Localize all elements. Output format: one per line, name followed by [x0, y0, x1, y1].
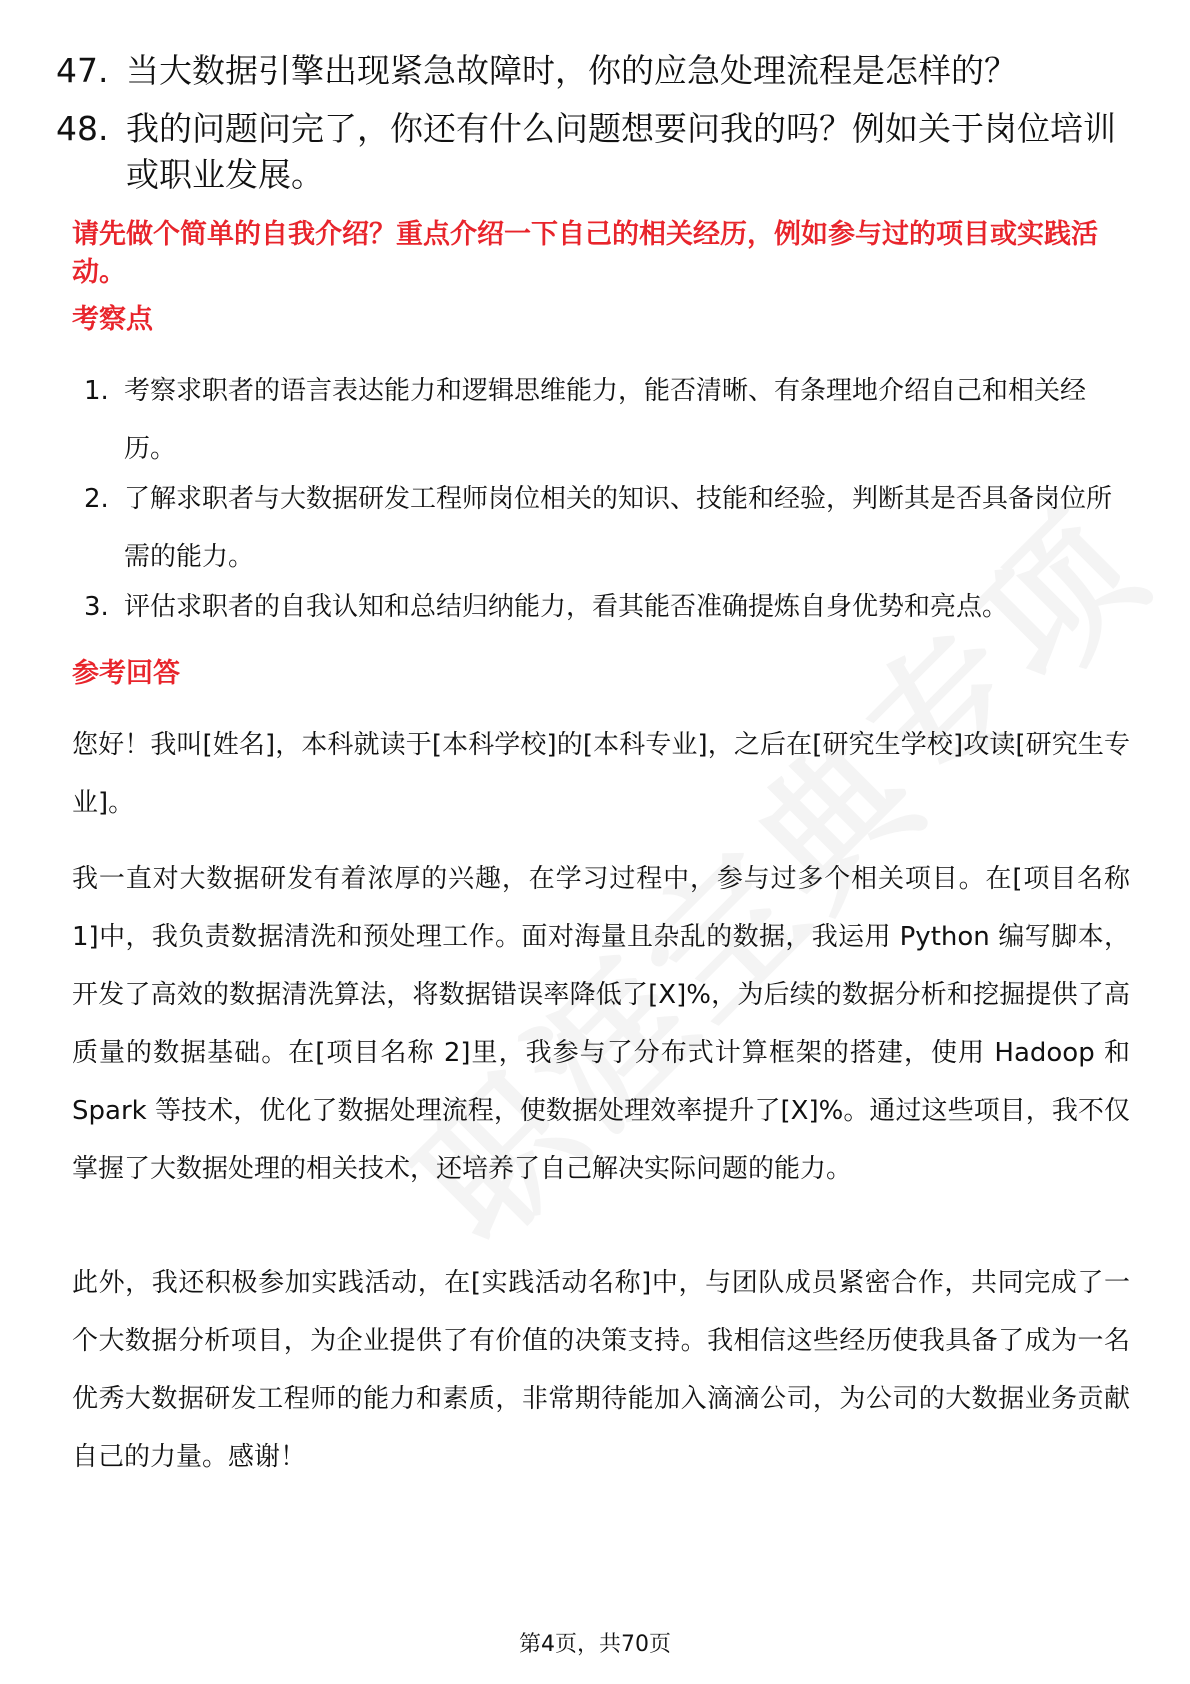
reference-paragraph-2: 我一直对大数据研发有着浓厚的兴趣，在学习过程中，参与过多个相关项目。在[项目名称 1]中，我负责数据清洗和预处理工作。面对海量且杂乱的数据，我运用 Python 编写脚本，开发了高效的数据清洗算法，将数据错误率降低了[X]%，为后续的数据分析和挖掘提供了高质量的数据基础。在[项目名称 2]里，我参与了分布式计算框架的搭建，使用 Hadoop 和 Spark 等技术，优化了数据处理流程，使数据处理效率提升了[X]%。通过这些项目，我不仅掌握了大数据处理的相关技术，还培养了自己解决实际问题的能力。	[72, 864, 1130, 1184]
question-text: 当大数据引擎出现紧急故障时，你的应急处理流程是怎样的？	[126, 51, 1017, 90]
question-text: 我的问题问完了，你还有什么问题想要问我的吗？例如关于岗位培训或职业发展。	[126, 109, 1116, 194]
point-text: 评估求职者的自我认知和总结归纳能力，看其能否准确提炼自身优势和亮点。	[124, 592, 1009, 622]
reference-paragraph-1: 您好！我叫[姓名]，本科就读于[本科学校]的[本科专业]，之后在[研究生学校]攻读[研究生专业]。	[72, 730, 1130, 818]
question-heading: 请先做个简单的自我介绍？重点介绍一下自己的相关经历，例如参与过的项目或实践活动。	[72, 219, 1098, 288]
point-text: 考察求职者的语言表达能力和逻辑思维能力，能否清晰、有条理地介绍自己和相关经历。	[124, 376, 1087, 464]
reference-label: 参考回答	[72, 658, 180, 689]
question-47	[56, 48, 1136, 94]
reference-paragraph-3: 此外，我还积极参加实践活动，在[实践活动名称]中，与团队成员紧密合作，共同完成了一个大数据分析项目，为企业提供了有价值的决策支持。我相信这些经历使我具备了成为一名优秀大数据研发工程师的能力和素质，非常期待能加入滴滴公司，为公司的大数据业务贡献自己的力量。感谢！	[72, 1268, 1130, 1472]
assessment-label: 考察点	[72, 304, 153, 335]
point-text: 了解求职者与大数据研发工程师岗位相关的知识、技能和经验，判断其是否具备岗位所需的能力。	[124, 484, 1113, 572]
question-number: 48.	[56, 109, 109, 148]
assessment-point-1	[84, 362, 1124, 478]
point-number: 3.	[84, 592, 109, 622]
assessment-point-3	[84, 578, 1124, 636]
question-number: 47.	[56, 51, 109, 90]
question-48	[56, 106, 1136, 198]
assessment-point-2	[84, 470, 1124, 586]
page-footer: 第4页，共70页	[519, 1632, 671, 1657]
point-number: 1.	[84, 376, 109, 406]
point-number: 2.	[84, 484, 109, 514]
